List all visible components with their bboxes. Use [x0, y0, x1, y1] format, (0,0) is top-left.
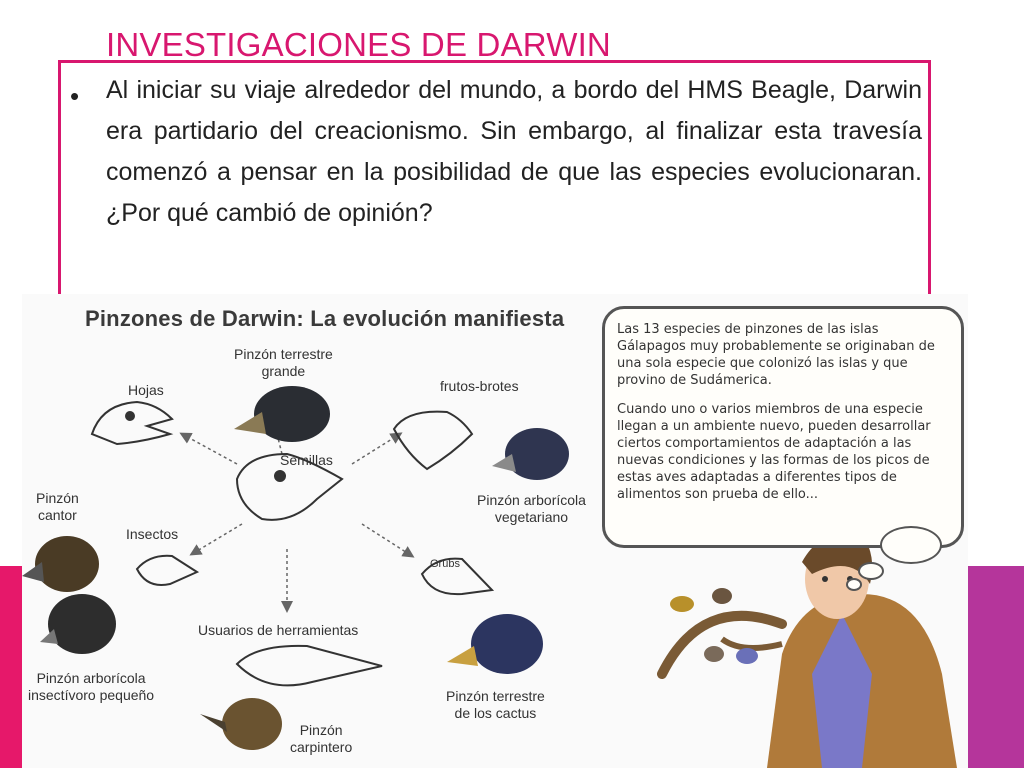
label-carpintero: Pinzón carpintero — [290, 722, 353, 755]
finches-figure — [22, 294, 968, 768]
label-insectos: Insectos — [126, 526, 179, 542]
accent-band-right — [968, 566, 1024, 768]
label-semillas: Semillas — [280, 452, 333, 468]
figure-title: Pinzones de Darwin: La evolución manifiesta — [85, 306, 565, 331]
bullet-text: Al iniciar su viaje alrededor del mundo, a bordo del HMS Beagle, Darwin era partidario del creacionismo. Sin embargo, al finalizar esta travesía comenzó a pensar en la posibilidad de que las especies evolucionaran. ¿Por qué cambió de opinión? — [106, 76, 922, 227]
label-cactus: Pinzón terrestre de los cactus — [446, 688, 545, 721]
bullet-marker: • — [70, 81, 80, 111]
label-insectivoro: Pinzón arborícola insectívoro pequeño — [28, 670, 155, 703]
label-vegetariano: Pinzón arborícola vegetariano — [477, 492, 586, 525]
darwin-cartoon — [662, 533, 957, 768]
thought-cloud-large — [880, 526, 942, 564]
thought-cloud-small — [846, 578, 862, 591]
speech-paragraph-1: Las 13 especies de pinzones de las islas Gálapagos muy probablemente se originaban de una sola especie que colonizó las islas y que provino de Sudámerica. — [617, 322, 935, 388]
speech-bubble — [602, 306, 964, 548]
label-hojas: Hojas — [128, 382, 164, 398]
sketch-finch-heads — [92, 402, 492, 685]
label-grubs: Grubs — [430, 558, 460, 570]
label-herramientas: Usuarios de herramientas — [198, 622, 359, 638]
label-cantor: Pinzón cantor — [36, 490, 79, 523]
thought-cloud-medium — [858, 562, 884, 580]
evolution-arrows — [182, 414, 412, 610]
slide-title: INVESTIGACIONES DE DARWIN — [106, 26, 611, 63]
label-terrestre-grande: Pinzón terrestre grande — [234, 346, 333, 379]
speech-paragraph-2: Cuando uno o varios miembros de una especie llegan a un ambiente nuevo, pueden desarrollar ciertos comportamientos de adaptación a las nuevas condiciones y las formas de los picos de estas aves adaptadas a diferentes tipos de alimentos son prueba de ello... — [617, 402, 931, 502]
accent-band-left — [0, 566, 22, 768]
label-frutos-brotes: frutos-brotes — [440, 378, 519, 394]
